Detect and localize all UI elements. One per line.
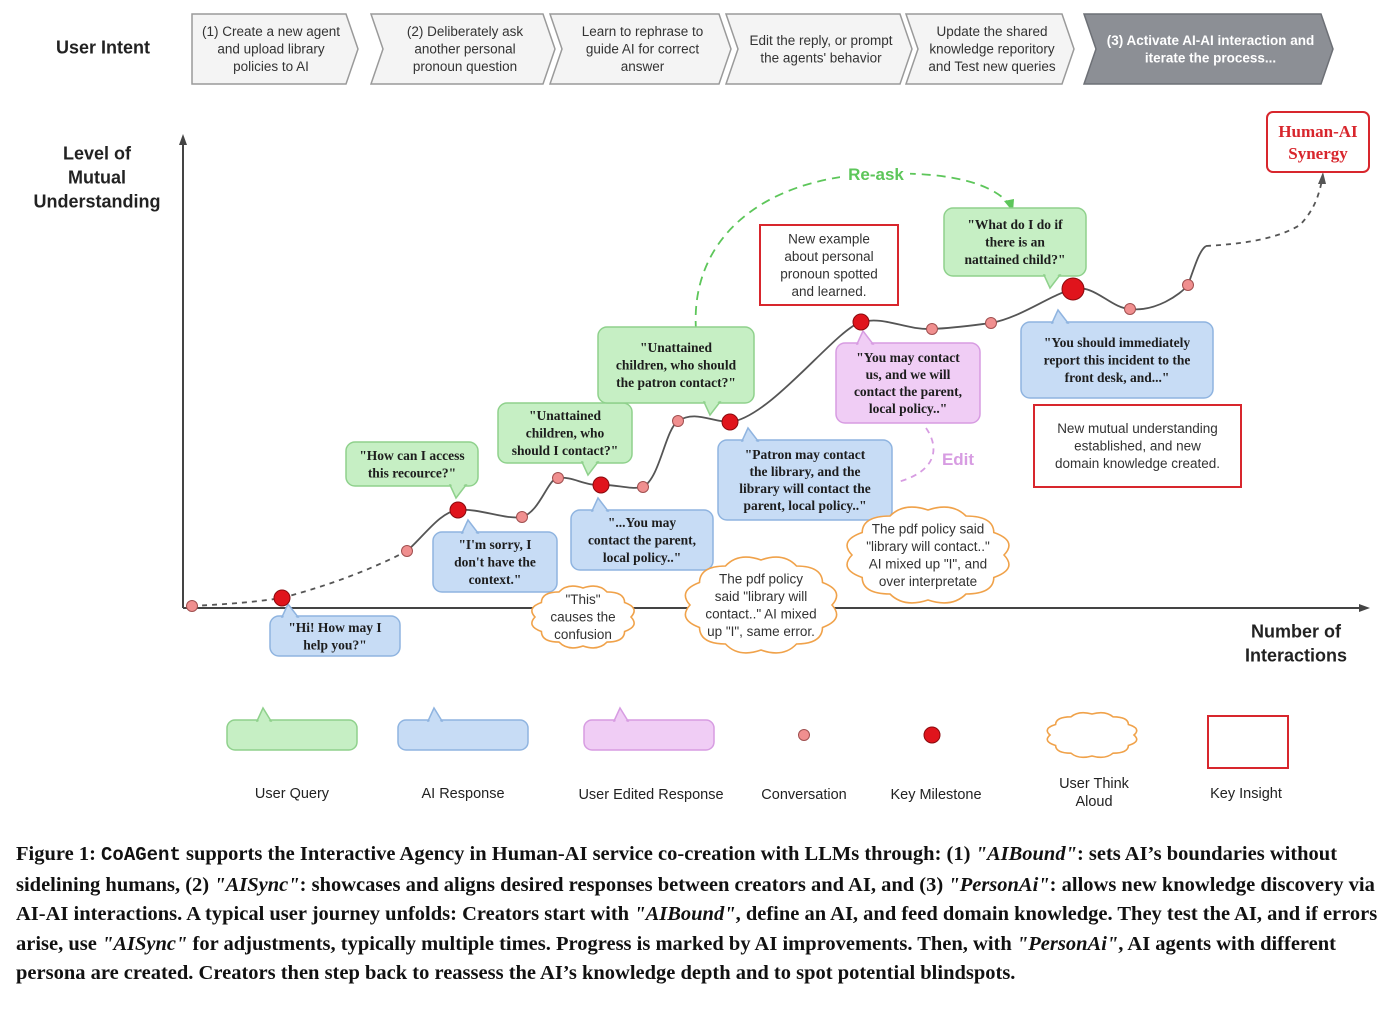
reask-label: Re-ask bbox=[848, 164, 904, 184]
intent-step-label: (1) Create a new agent and upload library policies to AI bbox=[201, 24, 341, 75]
think-aloud-cloud bbox=[847, 507, 1009, 603]
conversation-point bbox=[517, 512, 528, 523]
edit-arrow bbox=[898, 428, 933, 482]
legend-key-insight-label: Key Insight bbox=[1210, 786, 1282, 803]
caption-term: "AISync" bbox=[214, 873, 300, 896]
caption-text: supports the Interactive Agency in Human-AI service co-creation with LLMs through: (1) bbox=[180, 843, 976, 865]
caption-text: , define an AI, and feed domain knowledge. They test the AI, and if errors arise, use bbox=[16, 903, 1378, 955]
synergy-box bbox=[1267, 112, 1369, 172]
caption-term: "AISync" bbox=[101, 932, 188, 955]
intent-step-label: (2) Deliberately ask another personal pronoun question bbox=[406, 24, 524, 75]
caption-term: "PersonAi" bbox=[1016, 932, 1119, 955]
caption-term: "AIBound" bbox=[975, 843, 1077, 865]
user-intent-label: User Intent bbox=[55, 37, 151, 58]
intent-step-label: Update the shared knowledge reporitory and Test new queries bbox=[928, 24, 1056, 75]
intent-step-chevron bbox=[726, 14, 912, 84]
journey-curve-dashed bbox=[1206, 180, 1322, 246]
user-query-bubble bbox=[346, 442, 478, 498]
conversation-point bbox=[553, 473, 564, 484]
legend-ai-response-swatch bbox=[398, 708, 528, 750]
journey-curve-arrow bbox=[1318, 172, 1326, 184]
user-query-bubble bbox=[598, 327, 754, 415]
legend-user-edited-label: User Edited Response bbox=[578, 787, 724, 804]
figure-caption bbox=[16, 840, 1386, 989]
journey-curve-dashed bbox=[192, 551, 407, 606]
user-query-bubble-text: "Unattained children, who should the patron contact?" bbox=[615, 340, 737, 391]
user-query-bubble bbox=[944, 208, 1086, 288]
key-insight-box bbox=[760, 225, 898, 305]
ai-response-bubble bbox=[718, 428, 892, 520]
legend-conversation-swatch bbox=[799, 730, 810, 741]
y-axis-arrow bbox=[179, 134, 187, 145]
user-edited-bubble bbox=[836, 331, 980, 423]
conversation-point bbox=[187, 601, 198, 612]
key-milestone bbox=[722, 414, 738, 430]
think-aloud-cloud bbox=[685, 557, 836, 653]
legend-think-aloud-swatch bbox=[1047, 713, 1136, 758]
ai-response-bubble-text: "I'm sorry, I don't have the context." bbox=[454, 537, 536, 588]
ai-response-bubble-text: "Hi! How may I help you?" bbox=[288, 619, 382, 653]
legend-user-query-swatch-box bbox=[227, 720, 357, 750]
user-query-bubble bbox=[498, 403, 632, 475]
user-query-bubble-text: "How can I access this recource?" bbox=[359, 447, 465, 481]
caption-text: , AI agents with different persona are created. Creators then step back to reassess the AI’s knowledge depth and to spot potential blindspots. bbox=[16, 932, 1336, 985]
think-aloud-cloud bbox=[532, 586, 634, 648]
ai-response-bubble-text: "Patron may contact the library, and the library will contact the parent, local policy.." bbox=[739, 447, 871, 514]
synergy-box-text: Human-AI Synergy bbox=[1278, 121, 1358, 163]
legend-think-aloud-label: User Think Aloud bbox=[1059, 776, 1129, 811]
intent-step-chevron bbox=[1084, 14, 1333, 84]
legend-user-edited-swatch bbox=[584, 708, 714, 750]
caption-system-name: CoAGent bbox=[101, 844, 181, 866]
legend-ai-response-swatch-box bbox=[398, 720, 528, 750]
conversation-point bbox=[927, 324, 938, 335]
y-axis-label: Level of Mutual Understanding bbox=[33, 143, 161, 212]
key-milestone bbox=[593, 477, 609, 493]
caption-text: for adjustments, typically multiple times. Progress is marked by AI improvements. Then, with bbox=[187, 932, 1017, 955]
think-aloud-text: "This" causes the confusion bbox=[550, 592, 616, 643]
conversation-point bbox=[402, 546, 413, 557]
legend-milestone-swatch bbox=[924, 727, 940, 743]
conversation-point bbox=[638, 482, 649, 493]
legend-key-insight-swatch bbox=[1208, 716, 1288, 768]
caption-term: "PersonAi" bbox=[948, 873, 1050, 896]
ai-response-bubble-text: "...You may contact the parent, local policy.." bbox=[587, 515, 697, 566]
legend-conversation-label: Conversation bbox=[761, 787, 847, 804]
legend-ai-response-label: AI Response bbox=[421, 786, 505, 803]
conversation-point bbox=[986, 318, 997, 329]
conversation-point bbox=[1183, 280, 1194, 291]
key-insight-box bbox=[1034, 405, 1241, 487]
conversation-point bbox=[673, 416, 684, 427]
key-insight-box-text: New mutual understanding established, and new domain knowledge created. bbox=[1054, 421, 1221, 472]
caption-text: : sets AI’s boundaries without sidelining humans, (2) bbox=[16, 843, 1338, 896]
key-milestone bbox=[274, 590, 290, 606]
key-milestone bbox=[1062, 278, 1084, 300]
ai-response-bubble bbox=[571, 498, 713, 570]
caption-term: "AIBound" bbox=[634, 903, 736, 926]
think-aloud-text: The pdf policy said "library will contact.." AI mixed up "I", same error. bbox=[705, 571, 817, 639]
x-axis-arrow bbox=[1359, 604, 1370, 612]
edit-label: Edit bbox=[941, 449, 975, 469]
legend-milestone-label: Key Milestone bbox=[890, 787, 982, 804]
ai-response-bubble bbox=[270, 604, 400, 656]
x-axis-label: Number of Interactions bbox=[1244, 621, 1348, 666]
caption-label: Figure 1: bbox=[16, 843, 102, 865]
caption-text: : showcases and aligns desired responses between creators and AI, and (3) bbox=[299, 873, 949, 896]
user-query-bubble-text: "What do I do if there is an nattained child?" bbox=[964, 217, 1066, 268]
ai-response-bubble-text: "You should immediately report this incident to the front desk, and..." bbox=[1043, 335, 1191, 386]
ai-response-bubble bbox=[1021, 310, 1213, 398]
intent-step-label: Learn to rephrase to guide AI for correct answer bbox=[581, 24, 704, 75]
legend-user-query-label: User Query bbox=[254, 786, 330, 803]
caption-text: : allows new knowledge discovery via AI-AI interactions. A typical user journey unfolds: Creators start with bbox=[16, 873, 1375, 926]
conversation-point bbox=[1125, 304, 1136, 315]
legend-user-edited-swatch-box bbox=[584, 720, 714, 750]
user-query-bubble-text: "Unattained children, who should I contact?" bbox=[511, 408, 619, 459]
key-milestone bbox=[853, 314, 869, 330]
key-milestone bbox=[450, 502, 466, 518]
think-aloud-text: The pdf policy said "library will contact.." AI mixed up "I", and over interpretate bbox=[866, 521, 990, 589]
key-insight-box-text: New example about personal pronoun spotted and learned. bbox=[780, 231, 878, 299]
intent-step-label: (3) Activate AI-AI interaction and iterate the process... bbox=[1106, 32, 1315, 66]
user-edited-bubble-text: "You may contact us, and we will contact the parent, local policy.." bbox=[853, 350, 963, 417]
ai-response-bubble bbox=[433, 520, 557, 592]
legend-user-query-swatch bbox=[227, 708, 357, 750]
intent-step-label: Edit the reply, or prompt the agents' behavior bbox=[749, 32, 893, 66]
